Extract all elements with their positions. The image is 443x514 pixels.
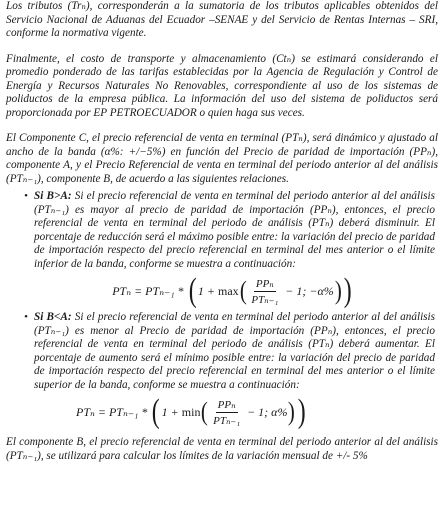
bullet-body: [34, 311, 438, 392]
bullet-heading: Si B>A:: [34, 190, 72, 202]
formula-min: [76, 392, 438, 432]
bullet-text: Si el precio referencial de venta en terminal del periodo anterior al del análisis (PTₙ₋₁) es menor al Precio de paridad de importación (PPₙ), entonces, el precio referencial de venta en terminal del periodo de análisis (PTₙ) deberá aumentar. El porcentaje de aumento será el mínimo posible entre: la variación del precio de paridad de importación respecto del precio referencial en terminal del mes anterior o el límite superior de la banda, conforme se muestra a continuación:: [34, 311, 435, 391]
bullet-text: Si el precio referencial de venta en terminal del periodo anterior al del análisis (PTₙ₋₁) es mayor al precio de paridad de importación (PPₙ), entonces, el precio referencial de venta en terminal del periodo de análisis (PTₙ) deberá disminuir. El porcentaje de reducción será el máximo posible entre: la variación del precio de paridad de importación respecto del precio referencial en terminal del mes anterior o el límite inferior de la banda, conforme se muestra a continuación:: [34, 190, 435, 270]
fraction-denominator: PTₙ₋₁: [213, 414, 241, 427]
spacer: [6, 120, 438, 132]
bullet-heading: Si B<A:: [34, 311, 72, 323]
bullet-item-b-greater-a: [6, 190, 438, 271]
fraction-numerator: PPₙ: [255, 277, 274, 290]
fraction-numerator: PPₙ: [217, 398, 236, 411]
paren-open: (: [239, 276, 247, 305]
formula-function: min: [181, 404, 201, 419]
formula-lhs: PTₙ = PTₙ₋₁ *: [76, 404, 151, 419]
formula-inner-start: 1 +: [197, 283, 218, 298]
bullet-item-b-less-a: [6, 311, 438, 392]
big-paren-open: (: [152, 393, 160, 430]
spacer: [6, 41, 438, 53]
formula-function: max: [218, 283, 239, 298]
formula-fraction: [211, 398, 242, 427]
paren-open: (: [201, 397, 209, 426]
paragraph-componente-c: El Componente C, el precio referencial de venta en terminal (PTₙ), será dinámico y ajustado al ancho de la banda (α%: +/−5%) en función del Precio de paridad de importación (PPₙ), componente A, y el Precio Referencial de venta en terminal del periodo anterior al del análisis (PTₙ₋₁), componente B, de acuerdo a las siguientes relaciones.: [6, 132, 438, 185]
bullet-paragraph: [34, 311, 435, 392]
fraction-denominator: PTₙ₋₁: [251, 293, 279, 306]
paragraph-costo-transporte: Finalmente, el costo de transporte y almacenamiento (Ctₙ) se estimará considerando el promedio ponderado de las tarifas establecidas por la Agencia de Regulación y Control de Energía y Recursos Naturales No Renovables, correspondiente al uso de los sistemas de poliductos de la empresa pública. La información del uso del sistema de poliductos será proporcionada por EP PETROECUADOR o quien haga sus veces.: [6, 52, 438, 119]
formula-tail: − 1; −α%: [282, 283, 334, 298]
bullet-body: [34, 190, 438, 271]
big-paren-open: (: [188, 272, 197, 309]
formula-inner-start: 1 +: [161, 404, 182, 419]
bullet-paragraph: [34, 190, 435, 271]
big-paren-close: ): [297, 393, 306, 430]
paren-close: ): [288, 397, 296, 426]
formula-max: [28, 271, 438, 311]
bullet-marker: •: [24, 311, 28, 323]
formula-fraction: [249, 277, 280, 306]
formula-lhs: PTₙ = PTₙ₋₁ *: [112, 283, 187, 298]
paragraph-tributos: Los tributos (Trₙ), corresponderán a la sumatoria de los tributos aplicables obtenidos del Servicio Nacional de Aduanas del Ecuador –SENAE y del Servicio de Rentas Internas – SRI, conforme la normativa vigente.: [6, 0, 438, 39]
paren-close: ): [334, 276, 342, 305]
bullet-marker: •: [24, 190, 28, 202]
formula-tail: − 1; α%: [244, 404, 288, 419]
paragraph-componente-b: El componente B, el precio referencial de venta en terminal del periodo anterior al del análisis (PTₙ₋₁), se utilizará para calcular los límites de la variación mensual de +/- 5%: [6, 436, 438, 462]
big-paren-close: ): [344, 272, 353, 309]
